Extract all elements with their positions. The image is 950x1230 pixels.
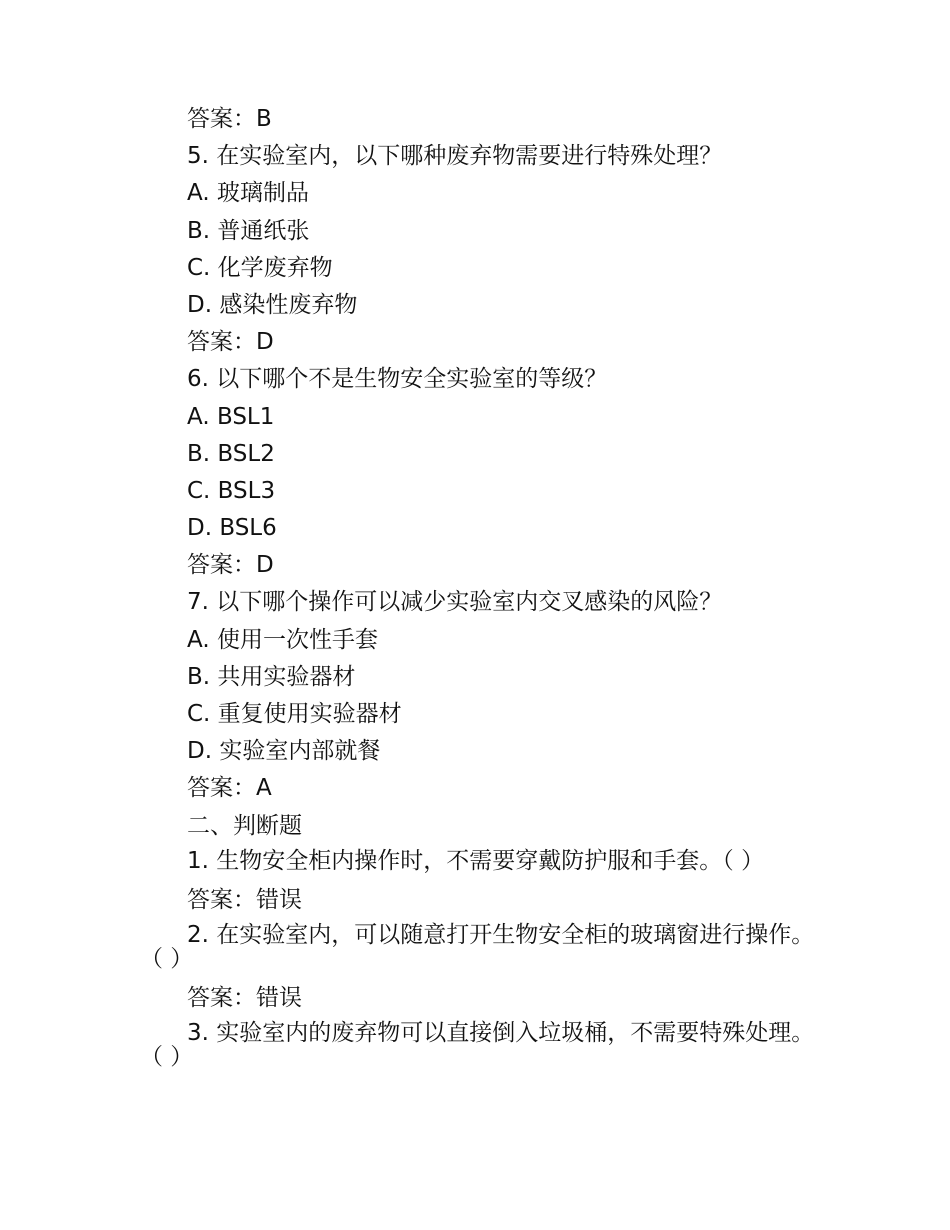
answer-line: 答案：错误 xyxy=(187,886,302,913)
question-7: 7. 以下哪个操作可以减少实验室内交叉感染的风险？ xyxy=(187,589,723,616)
answer-line: 答案：错误 xyxy=(187,984,302,1011)
section-heading: 二、判断题 xyxy=(187,812,302,839)
question-5: 5. 在实验室内，以下哪种废弃物需要进行特殊处理？ xyxy=(187,143,723,170)
judgment-question-3: 3. 实验室内的废弃物可以直接倒入垃圾桶，不需要特殊处理。（ ） xyxy=(140,1020,815,1071)
option-line: C. 重复使用实验器材 xyxy=(187,701,402,727)
option-line: B. 共用实验器材 xyxy=(187,663,356,690)
answer-line: 答案：D xyxy=(187,552,274,579)
option-line: A. BSL1 xyxy=(187,403,275,430)
question-6: 6. 以下哪个不是生物安全实验室的等级？ xyxy=(187,366,608,393)
document-body xyxy=(140,101,820,1078)
option-line: D. 感染性废弃物 xyxy=(187,291,358,318)
option-line: D. 实验室内部就餐 xyxy=(187,738,381,765)
option-line: A. 玻璃制品 xyxy=(187,180,309,207)
option-line: B. BSL2 xyxy=(187,440,275,467)
answer-line: 答案：A xyxy=(187,775,272,802)
option-line: A. 使用一次性手套 xyxy=(187,626,378,653)
answer-line: 答案：B xyxy=(187,106,272,132)
option-line: B. 普通纸张 xyxy=(187,217,310,244)
option-line: C. 化学废弃物 xyxy=(187,254,333,281)
option-line: C. BSL3 xyxy=(187,477,276,504)
answer-line: 答案：D xyxy=(187,329,274,356)
judgment-question-1: 1. 生物安全柜内操作时，不需要穿戴防护服和手套。（ ） xyxy=(187,847,765,874)
option-line: D. BSL6 xyxy=(187,515,277,542)
judgment-question-2: 2. 在实验室内，可以随意打开生物安全柜的玻璃窗进行操作。（ ） xyxy=(140,921,815,972)
